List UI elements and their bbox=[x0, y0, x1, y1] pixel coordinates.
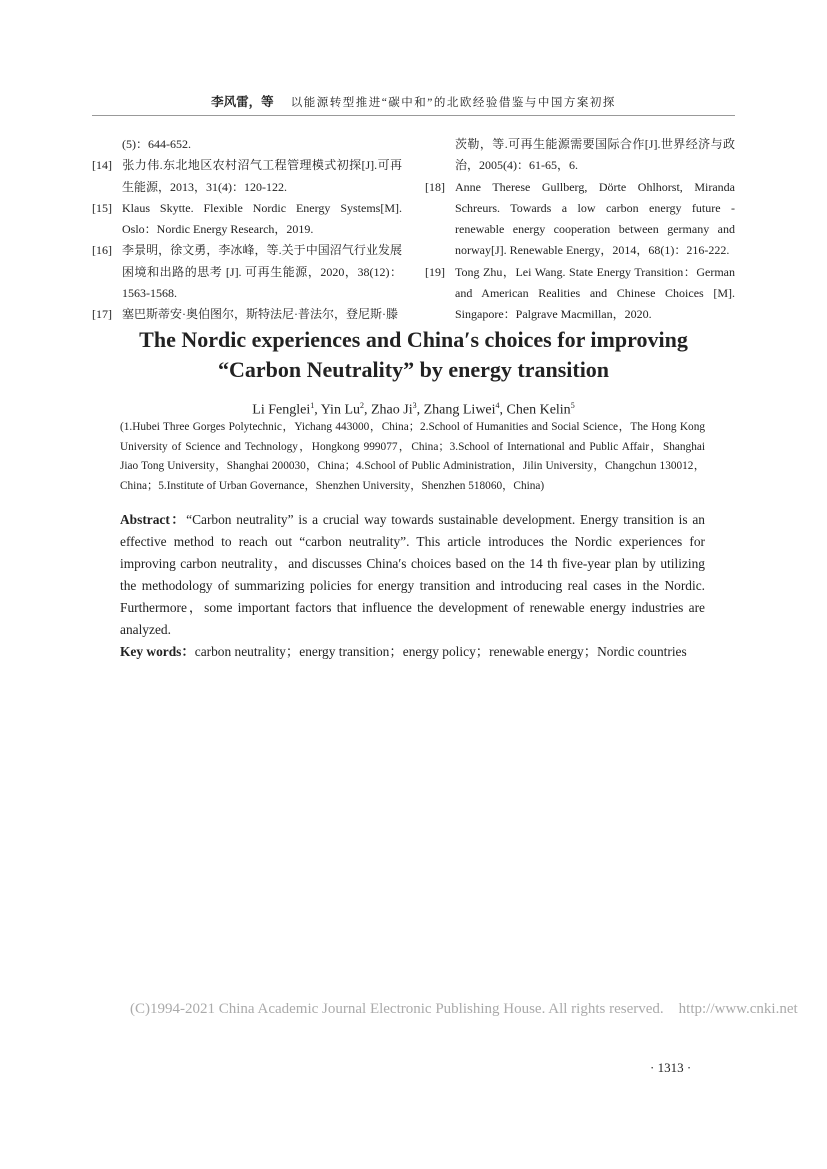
reference-text: 塞巴斯蒂安·奥伯图尔，斯特法尼·普法尔，登尼斯·滕 bbox=[122, 307, 398, 322]
header-rule bbox=[92, 115, 735, 116]
author-name: Li Fenglei bbox=[252, 402, 311, 418]
reference-continuation: (5)：644-652. bbox=[122, 137, 191, 151]
page-number: · 1313 · bbox=[650, 1060, 692, 1075]
references-right-column bbox=[425, 134, 735, 326]
reference-item bbox=[92, 198, 402, 241]
header-authors: 李风雷，等 bbox=[211, 95, 274, 109]
reference-item bbox=[92, 155, 402, 198]
reference-item bbox=[92, 240, 402, 304]
reference-number: [15] bbox=[92, 200, 112, 215]
author-sup: 2 bbox=[360, 401, 364, 410]
abstract-text: “Carbon neutrality” is a crucial way towards sustainable development. Energy transition is an effective method to reach out “carbon neutrality”. This article introduces the Nordic experiences for improving carbon neutrality，and discusses China′s choices based on the 14 th five-year plan by utilizing the methodology of summarizing policies for energy transition and introducing real cases in the Nordic. Furthermore，some important factors that influence the development of renewable energy industries are analyzed. bbox=[120, 512, 705, 637]
running-header bbox=[0, 92, 827, 110]
reference-text: 张力伟.东北地区农村沼气工程管理模式初探[J].可再生能源，2013，31(4)：120-122. bbox=[122, 158, 402, 194]
reference-text: Tong Zhu，Lei Wang. State Energy Transition：German and American Realities and Chinese Choices [M]. Singapore：Palgrave Macmillan，2020. bbox=[455, 264, 735, 322]
title-line: The Nordic experiences and China′s choices for improving bbox=[139, 327, 688, 352]
copyright-watermark: (C)1994-2021 China Academic Journal Electronic Publishing House. All rights reserved. http://www.cnki.net bbox=[130, 1001, 798, 1017]
references-left-column bbox=[92, 134, 402, 326]
affiliations: (1.Hubei Three Gorges Polytechnic，Yichang 443000，China；2.School of Humanities and Social Science，The Hong Kong University of Science and Technology，Hongkong 999077，China；3.School of International and Public Affair，Shanghai Jiao Tong University，Shanghai 200030，China；4.School of Public Administration，Jilin University，Changchun 130012，China；5.Institute of Urban Governance，Shenzhen University，Shenzhen 518060，China) bbox=[120, 421, 705, 492]
author-sup: 4 bbox=[495, 401, 500, 410]
english-title bbox=[92, 325, 735, 385]
reference-number: [18] bbox=[425, 179, 445, 194]
author-sup: 1 bbox=[310, 401, 315, 410]
reference-item bbox=[425, 262, 735, 326]
reference-number: [19] bbox=[425, 264, 445, 279]
reference-number: [17] bbox=[92, 307, 112, 322]
abstract-label: Abstract： bbox=[120, 512, 187, 527]
reference-text: 李景明，徐文勇，李冰峰，等.关于中国沼气行业发展困境和出路的思考 [J]. 可再生能源，2020，38(12)：1563-1568. bbox=[122, 243, 402, 301]
author-sup: 5 bbox=[570, 401, 575, 410]
reference-number: [16] bbox=[92, 243, 112, 258]
author-list: Li Fenglei$^1$, Yin Lu$^2$, Zhao Ji$^3$, Zhang Liwei$^4$, Chen Kelin$^5$ bbox=[252, 401, 575, 418]
reference-item bbox=[425, 177, 735, 262]
reference-text: Anne Therese Gullberg, Dörte Ohlhorst, Miranda Schreurs. Towards a low carbon energy future - renewable energy cooperation between germany and norway[J]. Renewable Energy，2014，68(1)：216-222. bbox=[455, 179, 735, 258]
header-title: 以能源转型推进“碳中和”的北欧经验借鉴与中国方案初探 bbox=[290, 97, 616, 109]
reference-text: Klaus Skytte. Flexible Nordic Energy Systems[M]. Oslo：Nordic Energy Research，2019. bbox=[122, 200, 402, 237]
title-line: “Carbon Neutrality” by energy transition bbox=[217, 357, 610, 382]
abstract-block bbox=[120, 509, 705, 663]
keywords-label: Key words： bbox=[120, 644, 195, 659]
reference-item bbox=[92, 304, 402, 325]
keywords-text: carbon neutrality；energy transition；energy policy；renewable energy；Nordic countries bbox=[194, 644, 687, 659]
reference-continuation: 茨勒，等.可再生能源需要国际合作[J].世界经济与政治，2005(4)：61-65，6. bbox=[455, 137, 735, 173]
author-name: Yin Lu bbox=[320, 402, 360, 418]
author-name: Zhao Ji bbox=[371, 402, 413, 418]
author-name: Zhang Liwei bbox=[423, 402, 496, 418]
author-sup: 3 bbox=[412, 401, 417, 410]
reference-number: [14] bbox=[92, 158, 112, 173]
author-name: Chen Kelin bbox=[506, 402, 571, 418]
